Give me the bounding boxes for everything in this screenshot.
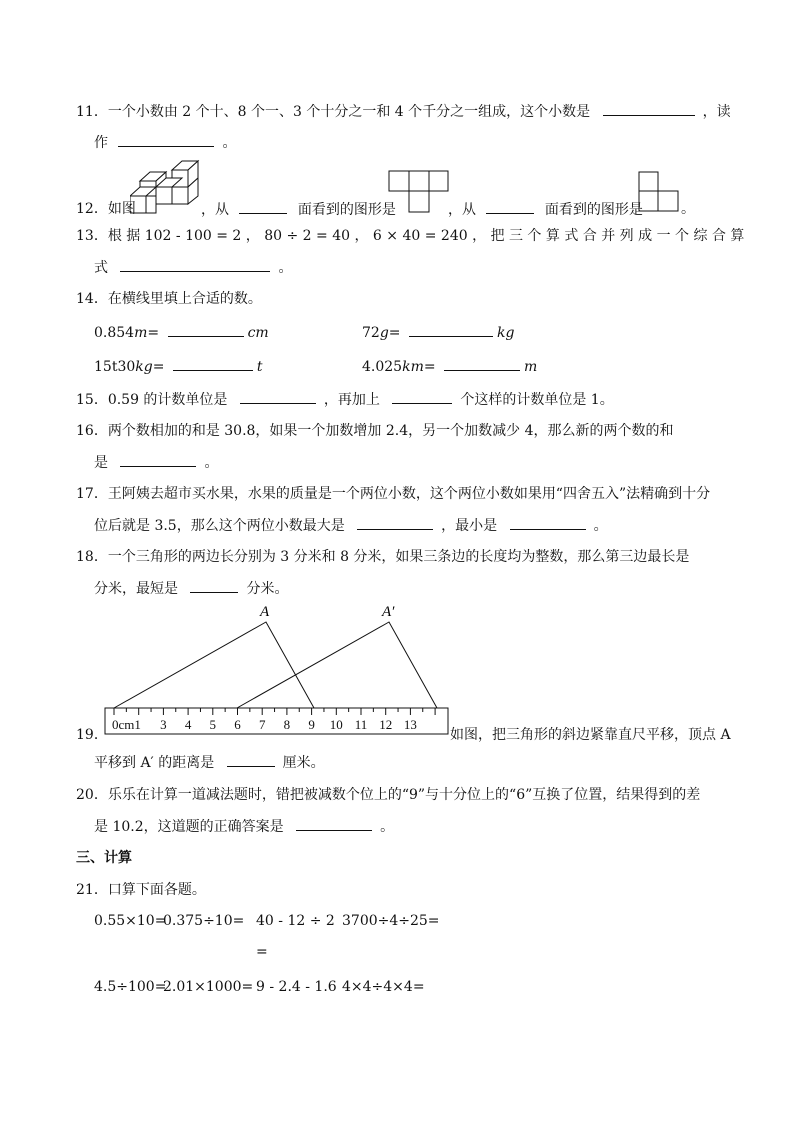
vertex-a-label: A	[260, 604, 270, 620]
q14-blank-c[interactable]	[173, 356, 253, 371]
q12-end: 。	[681, 201, 695, 217]
q18-line2: 分米，最短是 分米。	[94, 578, 288, 599]
q15-blank-1[interactable]	[240, 389, 316, 404]
q14-title: 14．在横线里填上合适的数。	[76, 291, 262, 307]
q11-line2: 作 。	[94, 132, 236, 153]
q21-row1-item3: 40 - 12 ÷ 2	[256, 913, 335, 929]
ruler-tick-label: 9	[308, 717, 315, 732]
q12-view-shape-1	[388, 170, 450, 214]
triangle-translated	[237, 622, 437, 708]
q19-triangle-ruler-figure	[100, 600, 452, 742]
q21-title: 21．口算下面各题。	[76, 882, 206, 898]
ruler	[105, 708, 448, 734]
q18-blank-2[interactable]	[190, 578, 238, 593]
q15-line: 15．0.59 的计数单位是 ，再加上 个这样的计数单位是 1。	[76, 389, 614, 410]
ruler-tick-label: 8	[283, 717, 291, 732]
q14-blank-d[interactable]	[444, 356, 520, 371]
ruler-tick-label: 7	[258, 717, 266, 732]
section-heading-calculation: 三、计算	[76, 850, 132, 866]
q11-line1: 11．一个小数由 2 个十、8 个一、3 个十分之一和 4 个千分之一组成，这个小数是 ，读	[76, 101, 731, 122]
q14-item-b: 72g= kg	[362, 322, 514, 343]
ruler-tick-label: 0cm1	[112, 717, 141, 732]
q17-blank-1[interactable]	[357, 515, 433, 530]
q13-line1: 13．根 据 102 - 100 = 2 ， 80 ÷ 2 = 40 ， 6 × 40 = 240 ， 把 三 个 算 式 合 并 列 成 一 个 综 合 算	[76, 228, 745, 244]
q21-row1-item3-equals: =	[256, 944, 268, 960]
q21-row1-item2: 0.375÷10=	[163, 913, 245, 929]
q12-cube-stack-figure	[130, 158, 200, 214]
q18-line1: 18．一个三角形的两边长分别为 3 分米和 8 分米，如果三条边的长度均为整数，那么第三边最长是	[76, 549, 690, 565]
q13-blank[interactable]	[120, 257, 270, 272]
q17-blank-2[interactable]	[510, 515, 586, 530]
q15-blank-2[interactable]	[392, 389, 452, 404]
q14-blank-b[interactable]	[409, 322, 493, 337]
q19-line2: 平移到 A′ 的距离是 厘米。	[94, 752, 325, 773]
q21-row2-item4: 4×4÷4×4=	[342, 979, 425, 995]
q14-blank-a[interactable]	[168, 322, 244, 337]
q21-row2-item1: 4.5÷100=	[94, 979, 167, 995]
q12-prefix: 12．如图	[76, 201, 136, 217]
q12-blank-1[interactable]	[239, 199, 287, 214]
q16-blank[interactable]	[120, 452, 196, 467]
q20-line2: 是 10.2，这道题的正确答案是 。	[94, 816, 394, 837]
q19-blank[interactable]	[227, 752, 275, 767]
vertex-a2-label: A′	[382, 604, 395, 620]
q13-line2: 式 。	[94, 257, 292, 278]
q19-number: 19．	[76, 727, 108, 743]
ruler-tick-label: 5	[209, 717, 217, 732]
q20-line1: 20．乐乐在计算一道减法题时，错把被减数个位上的“9”与十分位上的“6”互换了位置，结果得到的差	[76, 787, 701, 803]
ruler-tick-label: 11	[354, 717, 368, 732]
ruler-tick-label: 4	[184, 717, 192, 732]
ruler-tick-label: 3	[160, 717, 167, 732]
q14-item-a: 0.854m= cm	[94, 322, 269, 343]
triangle-original	[114, 622, 314, 708]
q12-part1: ，从 面看到的图形是	[201, 199, 396, 220]
ruler-tick-label: 12	[379, 717, 393, 732]
q20-blank[interactable]	[296, 816, 372, 831]
q14-item-c: 15t30kg= t	[94, 356, 263, 377]
q19-text-line1: 如图，把三角形的斜边紧靠直尺平移，顶点 A	[450, 727, 731, 743]
ruler-tick-label: 6	[234, 717, 241, 732]
q12-part2: ，从 面看到的图形是	[448, 199, 643, 220]
q12-blank-2[interactable]	[486, 199, 534, 214]
ruler-tick-label: 13	[403, 717, 417, 732]
q21-row2-item3: 9 - 2.4 - 1.6	[256, 979, 337, 995]
q14-item-d: 4.025km= m	[362, 356, 537, 377]
q11-blank-1[interactable]	[603, 101, 695, 116]
q16-line2: 是 。	[94, 452, 218, 473]
q11-blank-2[interactable]	[118, 132, 214, 147]
q17-line1: 17．王阿姨去超市买水果，水果的质量是一个两位小数，这个两位小数如果用“四舍五入”法精确到十分	[76, 486, 711, 502]
q21-row1-item4: 3700÷4÷25=	[342, 913, 440, 929]
q17-line2: 位后就是 3.5，那么这个两位小数最大是 ，最小是 。	[94, 515, 608, 536]
ruler-tick-label: 10	[329, 717, 343, 732]
q21-row2-item2: 2.01×1000=	[163, 979, 254, 995]
q21-row1-item1: 0.55×10=	[94, 913, 167, 929]
q16-line1: 16．两个数相加的和是 30.8，如果一个加数增加 2.4，另一个加数减少 4，那么新的两个数的和	[76, 423, 674, 439]
